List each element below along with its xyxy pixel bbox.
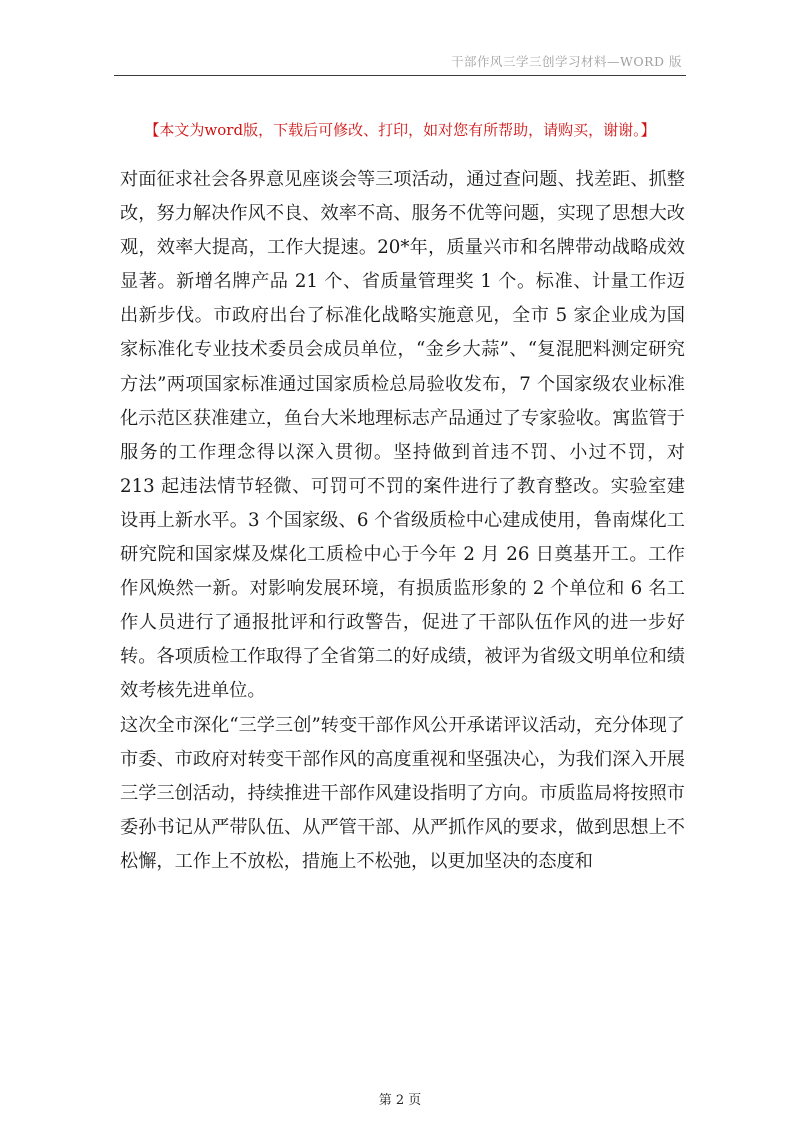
body-paragraph: 这次全市深化“三学三创”转变干部作风公开承诺评议活动，充分体现了市委、市政府对转变干部作风的高度重视和坚强决心，为我们深入开展三学三创活动，持续推进干部作风建设指明了方向。市质监局将按照市委孙书记从严带队伍、从严管干部、从严抓作风的要求，做到思想上不松懈，工作上不放松，措施上不松弛，以更加坚决的态度和 <box>120 714 685 872</box>
document-body <box>120 163 685 879</box>
page-number: 第 2 页 <box>378 1093 422 1108</box>
download-notice: 【本文为word版，下载后可修改、打印，如对您有所帮助，请购买，谢谢。】 <box>144 121 656 139</box>
body-paragraph: 对面征求社会各界意见座谈会等三项活动，通过查问题、找差距、抓整改，努力解决作风不良、效率不高、服务不优等问题，实现了思想大改观，效率大提高，工作大提速。20*年，质量兴市和名牌带动战略成效显著。新增名牌产品 21 个、省质量管理奖 1 个。标准、计量工作迈出新步伐。市政府出台了标准化战略实施意见，全市 5 家企业成为国家标准化专业技术委员会成员单位，“金乡大蒜”、“复混肥料测定研究方法”两项国家标准通过国家质检总局验收发布，7 个国家级农业标准化示范区获准建立，鱼台大米地理标志产品通过了专家验收。寓监管于服务的工作理念得以深入贯彻。坚持做到首违不罚、小过不罚，对 213 起违法情节轻微、可罚可不罚的案件进行了教育整改。实验室建设再上新水平。3 个国家级、6 个省级质检中心建成使用，鲁南煤化工研究院和国家煤及煤化工质检中心于今年 2 月 26 日奠基开工。工作作风焕然一新。对影响发展环境，有损质监形象的 2 个单位和 6 名工作人员进行了通报批评和行政警告，促进了干部队伍作风的进一步好转。各项质检工作取得了全省第二的好成绩，被评为省级文明单位和绩效考核先进单位。 <box>120 169 685 702</box>
running-header: 干部作风三学三创学习材料—WORD 版 <box>450 54 682 69</box>
header-divider <box>114 75 686 76</box>
